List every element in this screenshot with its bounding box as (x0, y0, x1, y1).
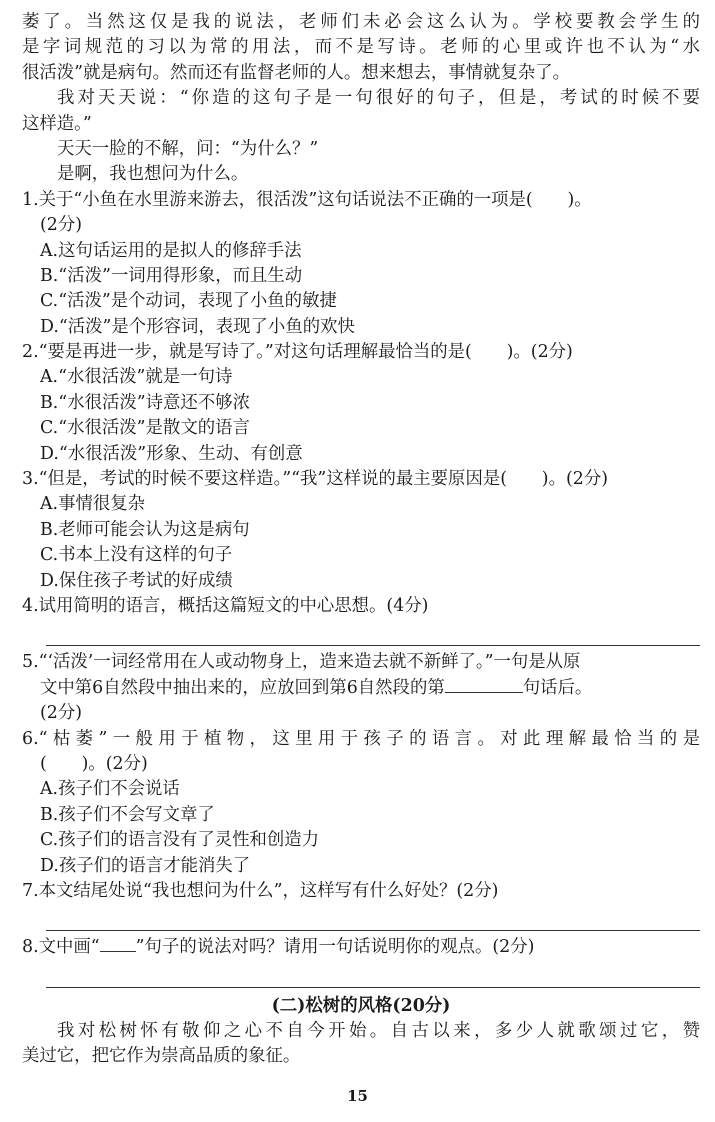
question-5 (22, 650, 700, 726)
question-8 (22, 935, 700, 987)
option-d[interactable]: D.“活泼”是个形容词，表现了小鱼的欢快 (40, 316, 355, 337)
option-a[interactable]: A.孩子们不会说话 (40, 779, 180, 800)
page-number: 15 (347, 1087, 368, 1105)
passage-line: 萎了。当然这仅是我的说法，老师们未必会这么认为。学校要教会学生的 (22, 12, 700, 32)
option-c[interactable]: C.孩子们的语言没有了灵性和创造力 (40, 830, 320, 851)
section-title: (二)松树的风格(20分) (271, 995, 451, 1016)
question-score: (2分) (40, 215, 83, 236)
option-b[interactable]: B.“活泼”一词用得形象，而且生动 (40, 265, 303, 286)
option-d[interactable]: D.保住孩子考试的好成绩 (40, 570, 233, 591)
option-c[interactable]: C.书本上没有这样的句子 (40, 545, 233, 566)
question-stem: 2.“要是再进一步，就是写诗了。”对这句话理解最恰当的是( )。(2分) (22, 342, 573, 363)
option-a[interactable]: A.“水很活泼”就是一句诗 (40, 367, 233, 388)
question-4 (22, 594, 700, 646)
stem-part: 8.文中画“ (22, 937, 100, 958)
worksheet-page (22, 10, 700, 1070)
question-stem: 6.“枯萎”一般用于植物，这里用于孩子的语言。对此理解最恰当的是 (22, 728, 700, 749)
question-7 (22, 879, 700, 931)
stem-part: 句话后。 (522, 677, 593, 698)
option-b[interactable]: B.老师可能会认为这是病句 (40, 519, 250, 540)
stem-part: 文中第6自然段中抽出来的，应放回到第6自然段的第 (40, 677, 445, 698)
option-a[interactable]: A.这句话运用的是拟人的修辞手法 (40, 240, 302, 261)
passage-line: 是啊，我也想问为什么。 (57, 164, 249, 185)
answer-line[interactable] (46, 625, 700, 646)
question-3 (22, 467, 700, 594)
passage-line: 我对天天说：“你造的这句子是一句很好的句子，但是，考试的时候不要 (57, 88, 700, 109)
question-stem-line (22, 676, 700, 701)
answer-blank[interactable] (445, 676, 523, 693)
answer-line[interactable] (46, 910, 700, 931)
option-a[interactable]: A.事情很复杂 (40, 494, 146, 515)
option-b[interactable]: B.孩子们不会写文章了 (40, 804, 215, 825)
question-score: (2分) (40, 703, 83, 724)
passage-line: 美过它，把它作为崇高品质的象征。 (22, 1046, 301, 1067)
passage-line: 我对松树怀有敬仰之心不自今开始。自古以来，多少人就歌颂过它，赞 (57, 1021, 700, 1042)
question-stem-line: ( )。(2分) (40, 753, 148, 774)
option-c[interactable]: C.“活泼”是个动词，表现了小鱼的敏捷 (40, 291, 337, 312)
option-d[interactable]: D.“水很活泼”形象、生动、有创意 (40, 443, 303, 464)
passage-line: 是字词规范的习以为常的用法，而不是写诗。老师的心里或许也不认为“水 (22, 37, 700, 58)
stem-part: ”句子的说法对吗？请用一句话说明你的观点。(2分) (135, 937, 535, 958)
option-d[interactable]: D.孩子们的语言才能消失了 (40, 855, 251, 876)
option-c[interactable]: C.“水很活泼”是散文的语言 (40, 418, 250, 439)
answer-line[interactable] (46, 967, 700, 988)
passage-line: 很活泼”就是病句。然而还有监督老师的人。想来想去，事情就复杂了。 (22, 62, 571, 83)
question-stem: 1.关于“小鱼在水里游来游去，很活泼”这句话说法不正确的一项是( )。 (22, 189, 592, 210)
passage-line: 这样造。” (22, 113, 92, 134)
question-stem: 5.“‘活泼’一词经常用在人或动物身上，造来造去就不新鲜了。”一句是从原 (22, 652, 581, 673)
question-stem: 7.本文结尾处说“我也想问为什么”，这样写有什么好处？(2分) (22, 880, 499, 901)
question-1 (22, 188, 700, 340)
option-b[interactable]: B.“水很活泼”诗意还不够浓 (40, 392, 250, 413)
passage-line: 天天一脸的不解，问：“为什么？” (57, 138, 319, 159)
question-stem: 3.“但是，考试的时候不要这样造。”“我”这样说的最主要原因是( )。(2分) (22, 469, 608, 490)
question-6 (22, 727, 700, 879)
question-stem (22, 935, 700, 960)
question-stem: 4.试用简明的语言，概括这篇短文的中心思想。(4分) (22, 595, 429, 616)
question-2 (22, 340, 700, 467)
underline-mark (100, 935, 136, 952)
